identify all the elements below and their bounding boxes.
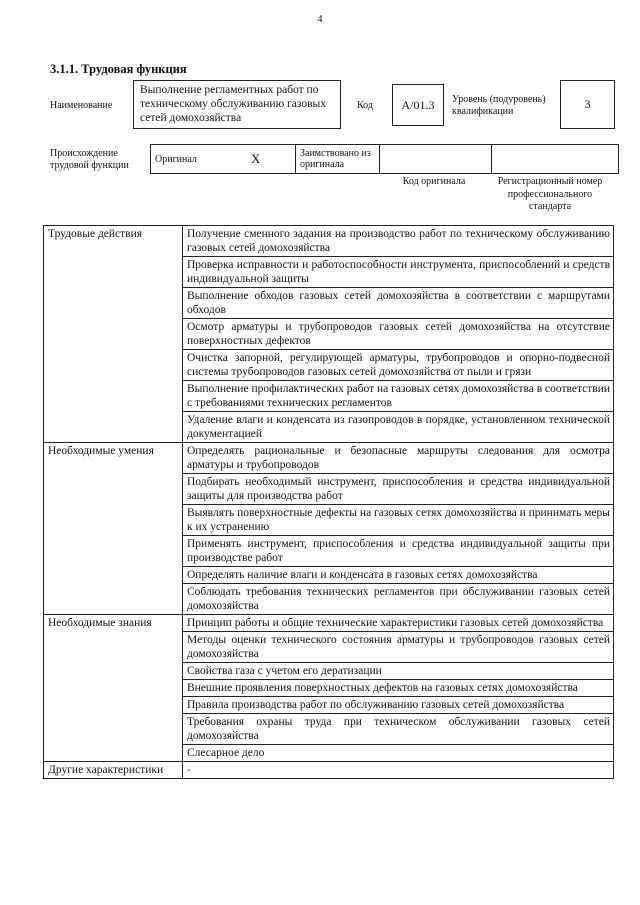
list-item: Применять инструмент, приспособления и средства индивидуальной защиты при производстве работ: [183, 536, 614, 567]
table-row: [44, 762, 614, 779]
list-item: Принцип работы и общие технические характеристики газовых сетей домохозяйства: [183, 615, 614, 632]
list-item: Внешние проявления поверхностных дефектов на газовых сетях домохозяйства: [183, 680, 614, 697]
list-item: Подбирать необходимый инструмент, приспособления и средства индивидуальной защиты для производства работ: [183, 474, 614, 505]
function-details-table: [43, 225, 614, 779]
page-number: 4: [317, 14, 323, 25]
table-row: [44, 615, 614, 632]
code-label: Код: [357, 100, 373, 111]
code-box: А/01.3: [392, 84, 444, 126]
orig-code-caption: Код оригинала: [402, 176, 466, 187]
section-label-other: Другие характеристики: [44, 762, 183, 779]
list-item: Правила производства работ по обслуживанию газовых сетей домохозяйства: [183, 697, 614, 714]
origin-table: [150, 144, 619, 174]
orig-code-cell: [380, 145, 492, 174]
list-item: Получение сменного задания на производство работ по техническому обслуживанию газовых сетей домохозяйства: [183, 226, 614, 257]
name-label: Наименование: [50, 100, 113, 111]
list-item: Выполнение профилактических работ на газовых сетях домохозяйства в соответствии с требованиями технических регламентов: [183, 381, 614, 412]
list-item: Методы оценки технического состояния арматуры и трубопроводов газовых сетей домохозяйства: [183, 632, 614, 663]
level-label: Уровень (подуровень) квалификации: [452, 94, 546, 117]
level-box: 3: [560, 80, 615, 129]
section-label-actions: Трудовые действия: [44, 226, 183, 443]
list-item: Выявлять поверхностные дефекты на газовых сетях домохозяйства и принимать меры к их устранению: [183, 505, 614, 536]
list-item: Требования охраны труда при техническом обслуживании газовых сетей домохозяйства: [183, 714, 614, 745]
origin-label: Происхождение трудовой функции: [50, 148, 129, 171]
list-item: Очистка запорной, регулирующей арматуры, трубопроводов и опорно-подвесной системы трубопроводов газовых сетей домохозяйства от пыли и грязи: [183, 350, 614, 381]
function-name-box: Выполнение регламентных работ по техническому обслуживанию газовых сетей домохозяйства: [133, 80, 341, 129]
table-row: [44, 226, 614, 257]
list-item: Определять рациональные и безопасные маршруты следования для осмотра арматуры и трубопроводов: [183, 443, 614, 474]
list-item: Свойства газа с учетом его дератизации: [183, 663, 614, 680]
list-item: Определять наличие влаги и конденсата в газовых сетях домохозяйства: [183, 567, 614, 584]
list-item: Слесарное дело: [183, 745, 614, 762]
list-item: Выполнение обходов газовых сетей домохозяйства в соответствии с маршрутами обходов: [183, 288, 614, 319]
table-row: [44, 443, 614, 474]
list-item: Проверка исправности и работоспособности инструмента, приспособлений и средств индивидуальной защиты: [183, 257, 614, 288]
origin-mark: Х: [247, 145, 296, 174]
list-item: Соблюдать требования технических регламентов при обслуживании газовых сетей домохозяйства: [183, 584, 614, 615]
list-item: Удаление влаги и конденсата из газопроводов в порядке, установленном технической документацией: [183, 412, 614, 443]
reg-num-cell: [492, 145, 619, 174]
section-title: 3.1.1. Трудовая функция: [50, 62, 187, 76]
other-value: -: [183, 762, 614, 779]
section-label-knowledge: Необходимые знания: [44, 615, 183, 762]
borrowed-label: Заимствовано из оригинала: [296, 145, 380, 174]
reg-num-caption: Регистрационный номер профессионального стандарта: [497, 176, 603, 212]
section-label-skills: Необходимые умения: [44, 443, 183, 615]
origin-option: Оригинал: [151, 145, 248, 174]
list-item: Осмотр арматуры и трубопроводов газовых сетей домохозяйства на отсутствие поверхностных дефектов: [183, 319, 614, 350]
